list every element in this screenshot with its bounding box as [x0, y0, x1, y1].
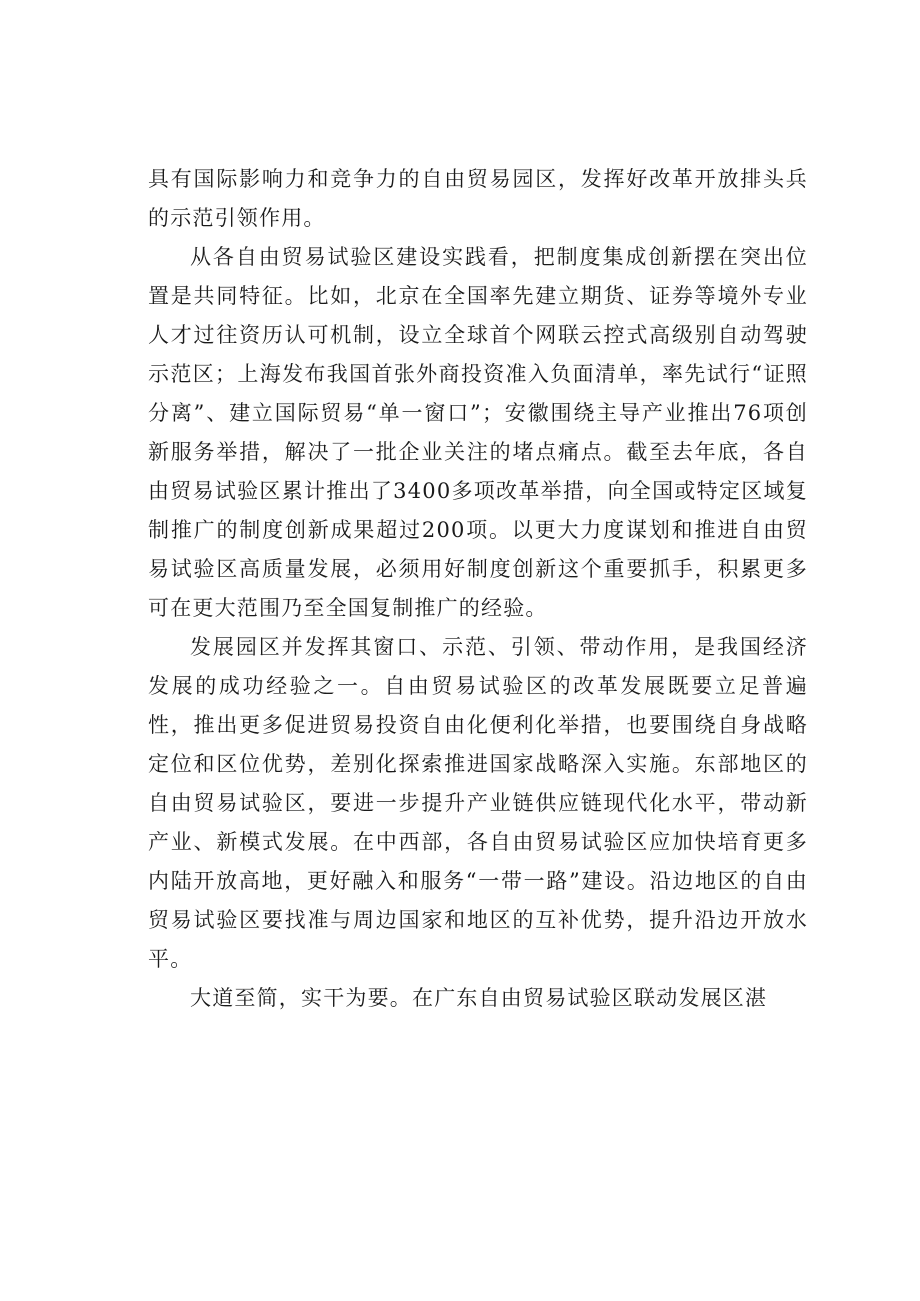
paragraph-regional-development: 发展园区并发挥其窗口、示范、引领、带动作用，是我国经济发展的成功经验之一。自由贸易试验区的改革发展既要立足普遍性，推出更多促进贸易投资自由化便利化举措，也要围绕自身战略定位和区位优势，差别化探索推进国家战略深入实施。东部地区的自由贸易试验区，要进一步提升产业链供应链现代化水平，带动新产业、新模式发展。在中西部，各自由贸易试验区应加快培育更多内陆开放高地，更好融入和服务“一带一路”建设。沿边地区的自由贸易试验区要找准与周边国家和地区的互补优势，提升沿边开放水平。	[148, 635, 808, 971]
paragraph-institutional-innovation: 从各自由贸易试验区建设实践看，把制度集成创新摆在突出位置是共同特征。比如，北京在全国率先建立期货、证券等境外专业人才过往资历认可机制，设立全球首个网联云控式高级别自动驾驶示范区；上海发布我国首张外商投资准入负面清单，率先试行“证照分离”、建立国际贸易“单一窗口”；安徽围绕主导产业推出76项创新服务举措，解决了一批企业关注的堵点痛点。截至去年底，各自由贸易试验区累计推出了3400多项改革举措，向全国或特定区域复制推广的制度创新成果超过200项。以更大力度谋划和推进自由贸易试验区高质量发展，必须用好制度创新这个重要抓手，积累更多可在更大范围乃至全国复制推广的经验。	[148, 245, 808, 620]
paragraph-practical-work: 大道至简，实干为要。在广东自由贸易试验区联动发展区湛	[190, 986, 768, 1010]
paragraph-continuation: 具有国际影响力和竞争力的自由贸易园区，发挥好改革开放排头兵的示范引领作用。	[148, 167, 808, 230]
article-body	[148, 160, 808, 1018]
